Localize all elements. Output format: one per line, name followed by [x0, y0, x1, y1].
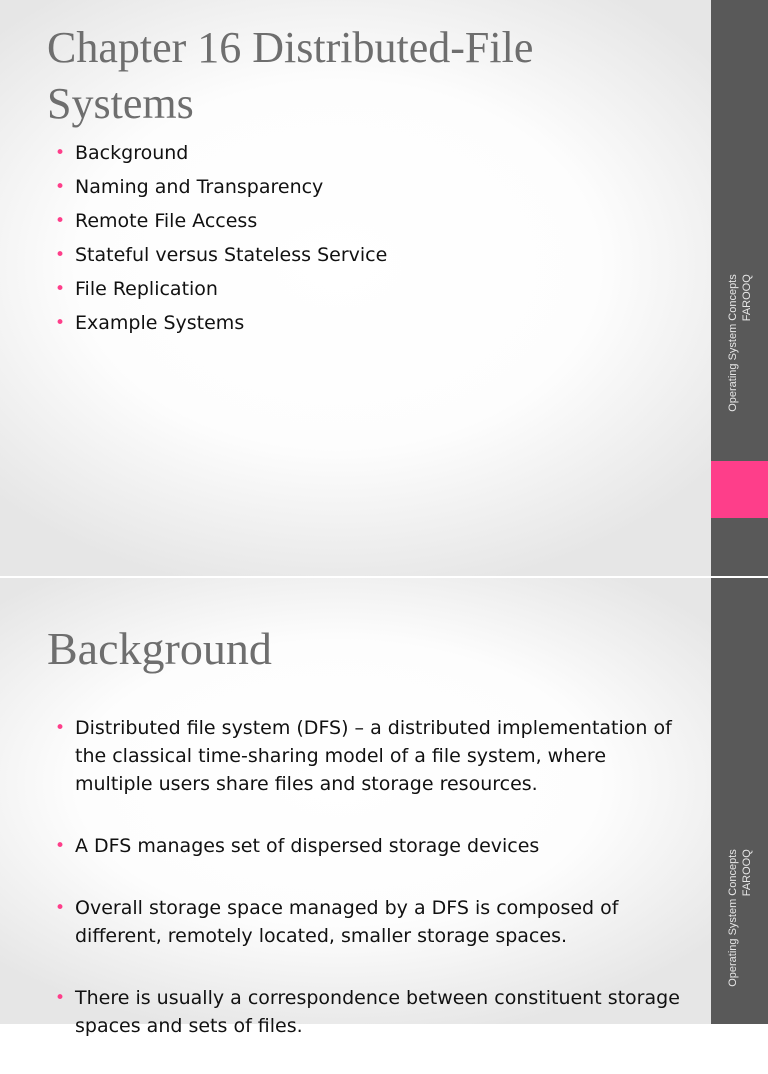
slide-1-title: Chapter 16 Distributed-File Systems	[47, 23, 534, 128]
footer-author: FAROOQ	[740, 849, 753, 897]
footer-course: Operating System Concepts	[726, 849, 739, 987]
bullet-text: There is usually a correspondence between constituent storage spaces and sets of files.	[75, 987, 680, 1037]
bullet-text: Distributed file system (DFS) – a distributed implementation of the classical time-sharing model of a file system, where multiple users share files and storage resources.	[75, 717, 672, 795]
slide-2-sidebar	[711, 578, 768, 1024]
bullet-item	[47, 310, 667, 344]
bullet-text: Remote File Access	[75, 210, 258, 232]
bullet-text: Background	[75, 142, 189, 164]
bullet-item	[47, 276, 667, 310]
bullet-dot-icon: •	[55, 898, 66, 918]
bullet-item	[47, 832, 687, 860]
slide-1-bullet-list	[47, 140, 667, 344]
bullet-dot-icon: •	[55, 279, 66, 299]
bullet-dot-icon: •	[55, 313, 66, 333]
bullet-item	[47, 984, 687, 1040]
bullet-text: Stateful versus Stateless Service	[75, 244, 388, 266]
bullet-item	[47, 242, 667, 276]
slide-2-bullet-list	[47, 714, 687, 1074]
bullet-dot-icon: •	[55, 988, 66, 1008]
bullet-text: Overall storage space managed by a DFS is composed of different, remotely located, smaller storage spaces.	[75, 897, 619, 947]
slide-2-title: Background	[47, 623, 272, 674]
bullet-item	[47, 174, 667, 208]
bullet-item	[47, 140, 667, 174]
footer-author: FAROOQ	[740, 274, 753, 322]
slide-1-footer-text	[726, 274, 754, 412]
footer-course: Operating System Concepts	[726, 274, 739, 412]
bullet-item	[47, 208, 667, 242]
bullet-dot-icon: •	[55, 211, 66, 231]
bullet-item	[47, 714, 687, 798]
bullet-text: File Replication	[75, 278, 218, 300]
bullet-text: Example Systems	[75, 312, 245, 334]
bullet-dot-icon: •	[55, 836, 66, 856]
slide-1-accent-block	[711, 461, 768, 518]
slide-2-footer-text	[726, 849, 754, 987]
bullet-dot-icon: •	[55, 177, 66, 197]
bullet-dot-icon: •	[55, 245, 66, 265]
bullet-dot-icon: •	[55, 718, 66, 738]
bullet-item	[47, 894, 687, 950]
bullet-text: Naming and Transparency	[75, 176, 324, 198]
bullet-dot-icon: •	[55, 143, 66, 163]
bullet-text: A DFS manages set of dispersed storage devices	[75, 835, 540, 857]
